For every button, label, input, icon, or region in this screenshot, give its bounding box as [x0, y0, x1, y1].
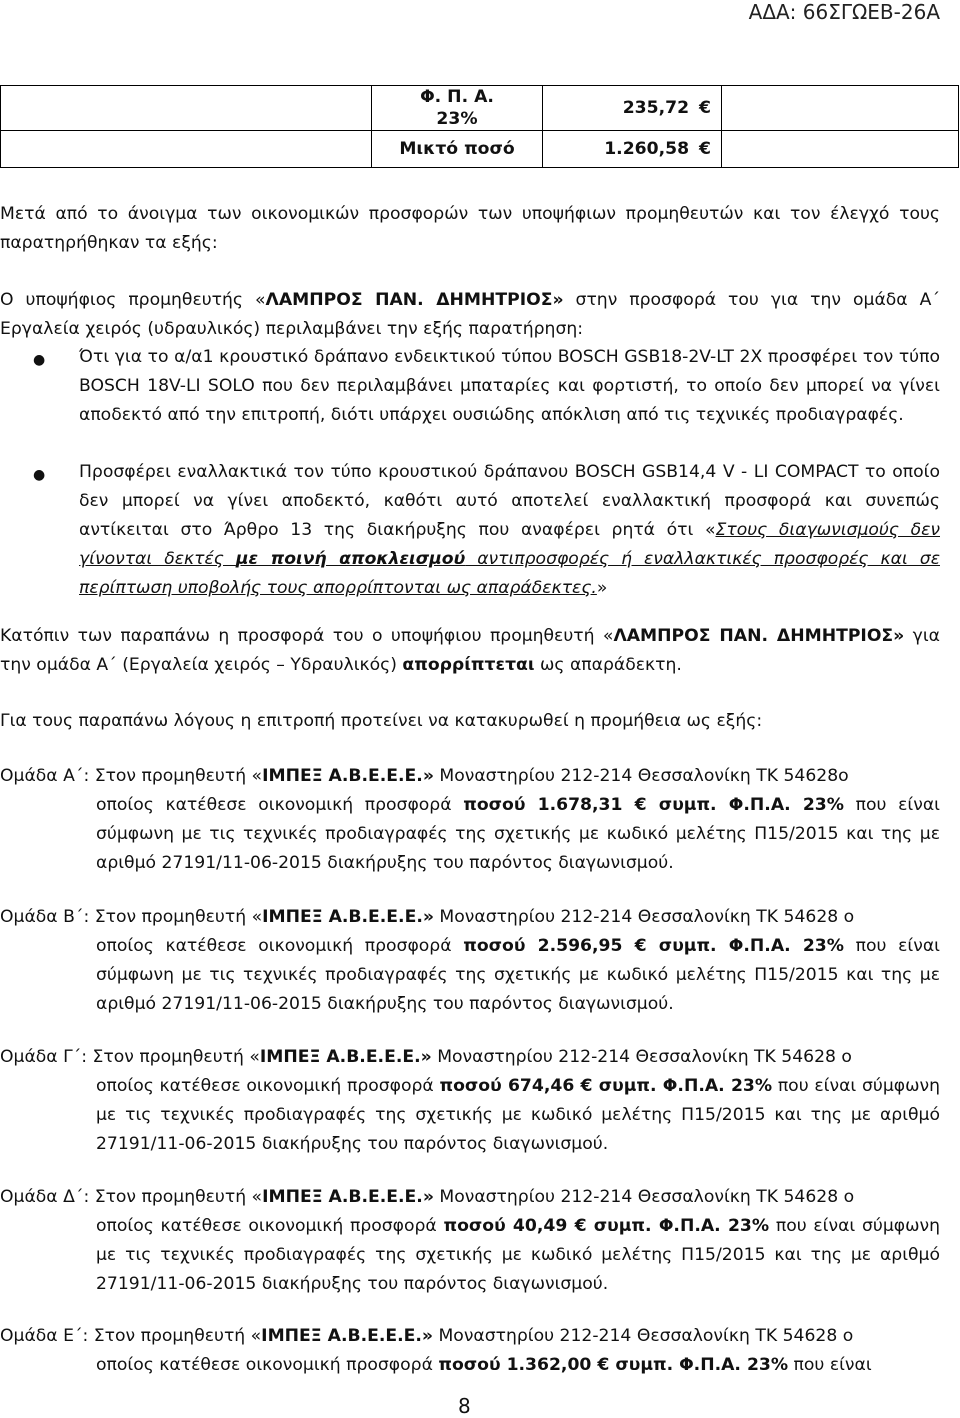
award-group-b: Ομάδα Β΄: Στον προμηθευτή «ΙΜΠΕΞ Α.Β.Ε.Ε.Ε.» Μοναστηρίου 212-214 Θεσσαλονίκη ΤΚ 54628 ο οποίος κατέθεσε οικονομική προσφορά ποσού 2.596,95 € συμπ. Φ.Π.Α. 23% που είναι σύμφωνη με τις τεχνικές προδιαγραφές της σχετικής με κωδικό μελέτης Π15/2015 και της με αριθμό 27191/11-06-2015 διακήρυξης του παρόντος διαγωνισμού. — [0, 907, 940, 1014]
euro-icon: € — [574, 1216, 587, 1236]
euro-icon: € — [699, 139, 711, 159]
total-row — [1, 131, 959, 168]
page-number: 8 — [458, 1394, 471, 1418]
award-group-a: Ομάδα Α΄: Στον προμηθευτή «ΙΜΠΕΞ Α.Β.Ε.Ε.Ε.» Μοναστηρίου 212-214 Θεσσαλονίκη ΤΚ 54628ο οποίος κατέθεσε οικονομική προσφορά ποσού 1.678,31 € συμπ. Φ.Π.Α. 23% που είναι σύμφωνη με τις τεχνικές προδιαγραφές της σχετικής με κωδικό μελέτης Π15/2015 και της με αριθμό 27191/11-06-2015 διακήρυξης του παρόντος διαγωνισμού. — [0, 766, 940, 873]
bullet-icon: ● — [33, 352, 46, 368]
euro-icon: € — [634, 936, 647, 956]
total-value: 1.260,58 € — [543, 131, 722, 168]
bullet-item-2: Προσφέρει εναλλακτικά τον τύπο κρουστικού δράπανου BOSCH GSB14,4 V - LI COMPACT το οποίο δεν μπορεί να γίνει αποδεκτό, καθότι αυτό αποτελεί εναλλακτική προσφορά και συνεπώς αντίκειται στο Άρθρο 13 της διακήρυξης που αναφέρει ρητά ότι «Στους διαγωνισμούς δεν γίνονται δεκτές με ποινή αποκλεισμού αντιπροσφορές ή εναλλακτικές προσφορές και σε περίπτωση υποβολής τους απορρίπτονται ως απαράδεκτες.» — [79, 462, 940, 598]
intro-paragraph: Μετά από το άνοιγμα των οικονομικών προσφορών των υποψήφιων προμηθευτών και τον έλεγχό τους παρατηρήθηκαν τα εξής: — [0, 204, 940, 253]
bullet-item-1: Ότι για το α/α1 κρουστικό δράπανο ενδεικτικού τύπου BOSCH GSB18-2V-LT 2X προσφέρει τον τύπο BOSCH 18V-LI SOLO που δεν περιλαμβάνει μπαταρίες και φορτιστή, το οποίο δεν μπορεί να γίνει αποδεκτό από την επιτροπή, διότι υπάρχει ουσιώδης απόκλιση από τις τεχνικές προδιαγραφές. — [79, 347, 940, 425]
vat-label: Φ. Π. Α. 23% — [372, 86, 543, 131]
vat-row — [1, 86, 959, 131]
conclusion-paragraph: Κατόπιν των παραπάνω η προσφορά του ο υποψήφιου προμηθευτή «ΛΑΜΠΡΟΣ ΠΑΝ. ΔΗΜΗΤΡΙΟΣ» για την ομάδα Α΄ (Εργαλεία χειρός – Υδραυλικός) απορρίπτεται ως απαράδεκτη. — [0, 626, 940, 675]
summary-table — [0, 85, 959, 168]
award-group-d: Ομάδα Δ΄: Στον προμηθευτή «ΙΜΠΕΞ Α.Β.Ε.Ε.Ε.» Μοναστηρίου 212-214 Θεσσαλονίκη ΤΚ 54628 ο οποίος κατέθεσε οικονομική προσφορά ποσού 40,49 € συμπ. Φ.Π.Α. 23% που είναι σύμφωνη με τις τεχνικές προδιαγραφές της σχετικής με κωδικό μελέτης Π15/2015 και της με αριθμό 27191/11-06-2015 διακήρυξης του παρόντος διαγωνισμού. — [0, 1187, 940, 1294]
vat-value: 235,72 € — [543, 86, 722, 131]
proposal-paragraph: Για τους παραπάνω λόγους η επιτροπή προτείνει να κατακυρωθεί η προμήθεια ως εξής: — [0, 711, 763, 731]
euro-icon: € — [699, 98, 711, 118]
award-group-e: Ομάδα Ε΄: Στον προμηθευτή «ΙΜΠΕΞ Α.Β.Ε.Ε.Ε.» Μοναστηρίου 212-214 Θεσσαλονίκη ΤΚ 54628 ο οποίος κατέθεσε οικονομική προσφορά ποσού 1.362,00 € συμπ. Φ.Π.Α. 23% που είναι — [0, 1326, 872, 1375]
total-label: Μικτό ποσό — [372, 131, 543, 168]
candidate-paragraph: Ο υποψήφιος προμηθευτής «ΛΑΜΠΡΟΣ ΠΑΝ. ΔΗΜΗΤΡΙΟΣ» στην προσφορά του για την ομάδα Α΄ Εργαλεία χειρός (υδραυλικός) περιλαμβάνει την εξής παρατήρηση: — [0, 290, 940, 339]
award-group-c: Ομάδα Γ΄: Στον προμηθευτή «ΙΜΠΕΞ Α.Β.Ε.Ε.Ε.» Μοναστηρίου 212-214 Θεσσαλονίκη ΤΚ 54628 ο οποίος κατέθεσε οικονομική προσφορά ποσού 674,46 € συμπ. Φ.Π.Α. 23% που είναι σύμφωνη με τις τεχνικές προδιαγραφές της σχετικής με κωδικό μελέτης Π15/2015 και της με αριθμό 27191/11-06-2015 διακήρυξης του παρόντος διαγωνισμού. — [0, 1047, 940, 1154]
bullet-icon: ● — [33, 467, 46, 483]
euro-icon: € — [634, 795, 647, 815]
euro-icon: € — [597, 1355, 610, 1375]
euro-icon: € — [580, 1076, 593, 1096]
ada-code: ΑΔΑ: 66ΣΓΩΕΒ-26Α — [748, 0, 940, 24]
